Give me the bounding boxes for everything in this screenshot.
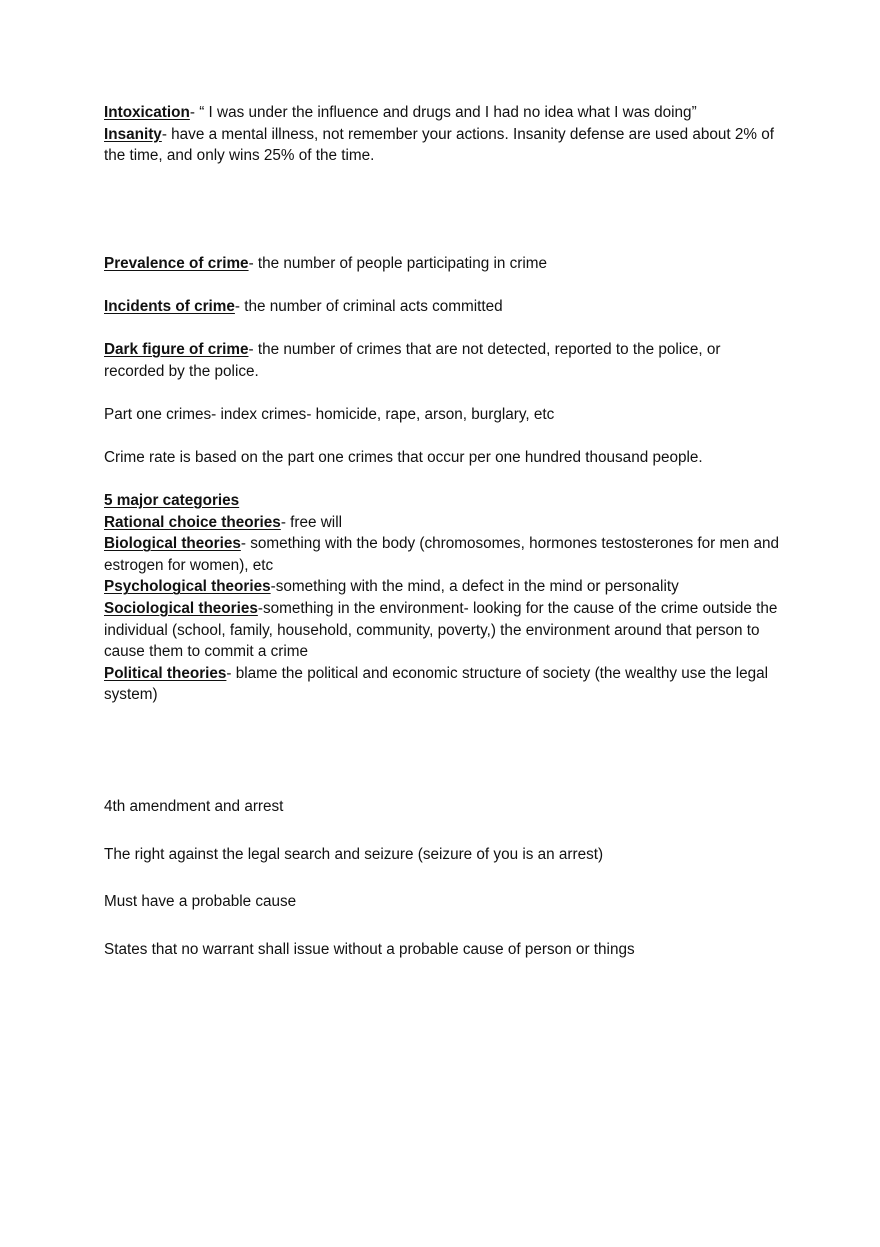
insanity-entry: [104, 124, 784, 167]
defenses-section: [104, 102, 784, 167]
category-definition: - something with the body (chromosomes, hormones testosterones for men and estrogen for women), etc: [104, 535, 780, 574]
incidents-definition: - the number of criminal acts committed: [234, 298, 503, 315]
category-item-sociological: [104, 598, 784, 663]
intoxication-entry: [104, 102, 784, 124]
fourth-amendment-text: States that no warrant shall issue without a probable cause of person or things: [104, 941, 635, 958]
fourth-amendment-heading: 4th amendment and arrest: [104, 798, 284, 815]
category-item-biological: [104, 533, 784, 576]
category-term: Sociological theories: [104, 599, 258, 617]
dark-figure-entry: [104, 339, 784, 382]
part-one-text: Part one crimes- index crimes- homicide, rape, arson, burglary, etc: [104, 406, 555, 423]
fourth-amendment-heading-block: [104, 796, 784, 818]
crime-rate-paragraph: [104, 447, 784, 469]
category-definition: -something in the environment- looking for the cause of the crime outside the individual (school, family, household, community, poverty,) the environment around that person to cause them to commit a crime: [104, 599, 778, 661]
part-one-paragraph: [104, 404, 784, 426]
intoxication-term: Intoxication: [104, 104, 190, 121]
category-definition: - free will: [280, 513, 343, 531]
category-term: Biological theories: [104, 535, 241, 553]
crime-rate-text: Crime rate is based on the part one crimes that occur per one hundred thousand people.: [104, 449, 703, 466]
category-term: Psychological theories: [104, 578, 271, 596]
prevalence-term: Prevalence of crime: [104, 255, 249, 272]
prevalence-definition: - the number of people participating in crime: [248, 255, 548, 272]
category-definition: - blame the political and economic structure of society (the wealthy use the legal system): [104, 664, 769, 704]
fourth-amendment-line: [104, 844, 784, 866]
category-item-rational: [104, 512, 784, 534]
prevalence-entry: [104, 253, 784, 275]
fourth-amendment-text: Must have a probable cause: [104, 893, 297, 910]
category-definition: -something with the mind, a defect in the mind or personality: [270, 578, 679, 596]
category-item-psychological: [104, 576, 784, 598]
categories-section: [104, 490, 784, 706]
category-item-political: [104, 663, 784, 706]
fourth-amendment-text: The right against the legal search and seizure (seizure of you is an arrest): [104, 846, 604, 863]
intoxication-definition: - “ I was under the influence and drugs and I had no idea what I was doing”: [189, 104, 697, 121]
fourth-amendment-line: [104, 939, 784, 961]
insanity-definition: - have a mental illness, not remember your actions. Insanity defense are used about 2% of the time, and only wins 25% of the time.: [104, 125, 775, 165]
incidents-term: Incidents of crime: [104, 298, 235, 315]
category-term: Rational choice theories: [104, 513, 281, 531]
insanity-term: Insanity: [104, 125, 162, 143]
dark-figure-definition: - the number of crimes that are not detected, reported to the police, or recorded by the police.: [104, 341, 721, 380]
categories-heading: 5 major categories: [104, 492, 240, 509]
dark-figure-term: Dark figure of crime: [104, 341, 249, 358]
incidents-entry: [104, 296, 784, 318]
category-term: Political theories: [104, 664, 227, 682]
fourth-amendment-line: [104, 891, 784, 913]
